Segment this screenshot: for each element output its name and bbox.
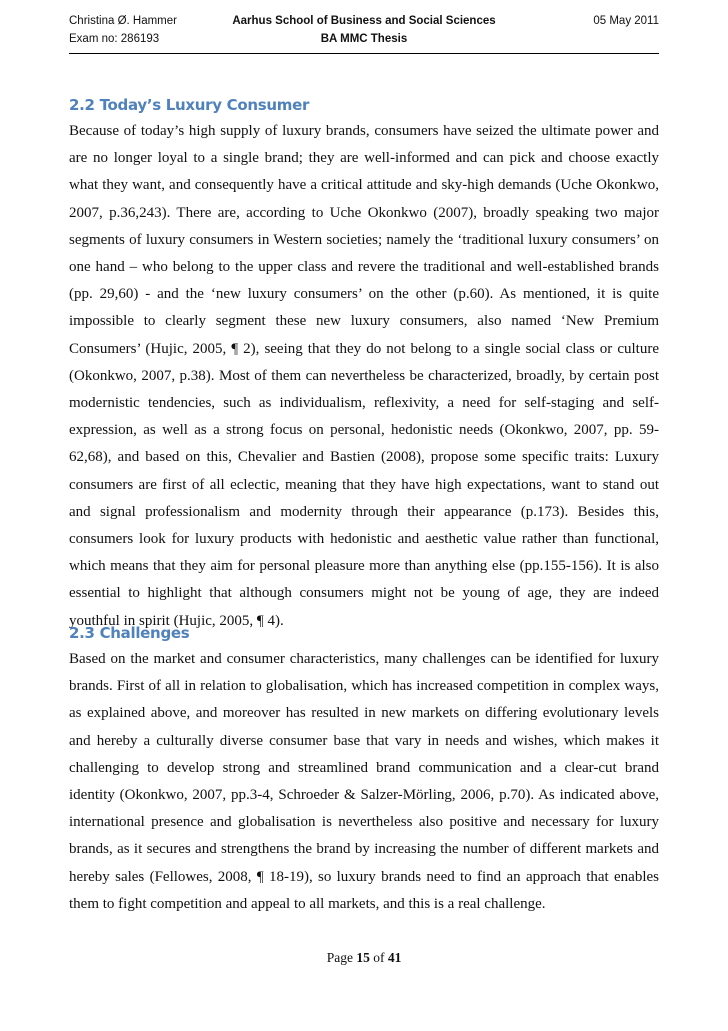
footer-of-word: of (373, 950, 385, 965)
header-row-1 (69, 15, 659, 30)
footer-page-word: Page (326, 950, 353, 965)
section-heading-luxury-consumer: 2.2 Today’s Luxury Consumer (69, 96, 310, 114)
footer-total-pages: 41 (387, 950, 402, 965)
footer-page-number: 15 (356, 950, 370, 965)
header-school: Aarhus School of Business and Social Sciences (232, 15, 496, 27)
section-body-challenges: Based on the market and consumer characteristics, many challenges can be identified for luxury brands. First of all in relation to globalisation, which has increased competition in complex ways, as explained above, and moreover has resulted in new markets on differing evolutionary levels and hereby a culturally diverse consumer base that vary in needs and wishes, which makes it challenging to develop strong and streamlined brand communication and a clear-cut brand identity (Okonkwo, 2007, pp.3-4, Schroeder & Salzer-Mörling, 2006, p.70). As indicated above, international presence and globalisation is nevertheless also positive and necessary for luxury brands, as it secures and strengthens the brand by increasing the number of different markets and hereby sales (Fellowes, 2008, ¶ 18-19), so luxury brands need to find an approach that enables them to fight competition and appeal to all markets, and this is a real challenge. (69, 651, 659, 912)
header-author: Christina Ø. Hammer (69, 15, 177, 27)
header-thesis-title: BA MMC Thesis (320, 33, 408, 45)
header-date: 05 May 2011 (593, 15, 659, 27)
header-row-2 (69, 33, 659, 48)
header-divider (69, 53, 659, 54)
section-heading-challenges: 2.3 Challenges (69, 624, 190, 642)
section-body-luxury-consumer: Because of today’s high supply of luxury brands, consumers have seized the ultimate power and are no longer loyal to a single brand; they are well-informed and can pick and choose exactly what they want, and consequently have a critical attitude and sky-high demands (Uche Okonkwo, 2007, p.36,243). There are, according to Uche Okonkwo (2007), broadly speaking two major segments of luxury consumers in Western societies; namely the ‘traditional luxury consumers’ on one hand – who belong to the upper class and revere the traditional and well-established brands (pp. 29,60) - and the ‘new luxury consumers’ on the other (p.60). As mentioned, it is quite impossible to clearly segment these new luxury consumers, also named ‘New Premium Consumers’ (Hujic, 2005, ¶ 2), seeing that they do not belong to a single social class or culture (Okonkwo, 2007, p.38). Most of them can nevertheless be characterized, broadly, by certain post modernistic tendencies, such as individualism, reflexivity, a need for self-staging and self-expression, as well as a strong focus on personal, hedonistic needs (Okonkwo, 2007, pp. 59-62,68), and based on this, Chevalier and Bastien (2008), propose some specific traits: Luxury consumers are first of all eclectic, meaning that they have high expectations, want to stand out and signal professionalism and modernity through their appearance (p.173). Besides this, consumers look for luxury products with hedonistic and aesthetic value rather than functional, which means that they aim for personal pleasure more than anything else (pp.155-156). It is also essential to highlight that although consumers might not be young of age, they are indeed youthful in spirit (Hujic, 2005, ¶ 4). (69, 123, 659, 629)
header-exam-number: Exam no: 286193 (69, 33, 160, 45)
page-footer (0, 950, 728, 966)
